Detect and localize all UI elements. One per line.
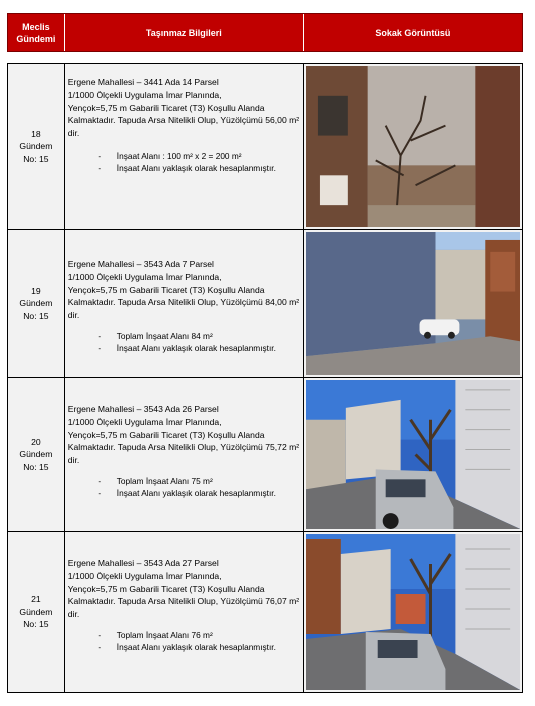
street-photo [306,380,520,529]
table-header [7,13,523,52]
list-item [68,629,300,641]
street-photo-cell [304,532,522,692]
table-row [8,378,522,532]
property-description: Ergene Mahallesi – 3543 Ada 7 Parsel 1/1000 Ölçekli Uygulama İmar Planında, Yençok=5,75 m Gabarili Ticaret (T3) Koşullu Alanda Kalmaktadır. Tapuda Arsa Nitelikli Olup, Yüzölçümü 84,00 m² dir. [67,259,300,321]
bullet-dash: - [98,641,102,652]
table-row [8,64,522,230]
bullet-text: İnşaat Alanı yaklaşık olarak hesaplanmıştır. [116,342,276,353]
agenda-no: No: 15 [23,153,49,164]
bullet-text: İnşaat Alanı yaklaşık olarak hesaplanmıştır. [116,641,276,652]
property-info-cell [65,230,304,377]
property-description: Ergene Mahallesi – 3441 Ada 14 Parsel 1/1000 Ölçekli Uygulama İmar Planında, Yençok=5,75 m Gabarili Ticaret (T3) Koşullu Alanda Kalmaktadır. Tapuda Arsa Nitelikli Olup, Yüzölçümü 56,00 m² dir. [67,77,300,139]
agenda-cell [8,230,65,377]
bullet-text: İnşaat Alanı yaklaşık olarak hesaplanmıştır. [116,162,276,173]
street-photo [306,232,520,375]
agenda-number: 19 [31,285,41,296]
table-row [8,230,522,378]
list-item [68,641,300,653]
bullet-list [68,629,300,653]
bullet-dash: - [98,162,102,173]
bullet-dash: - [98,150,102,161]
agenda-label: Gündem [19,298,53,309]
street-photo [306,534,520,690]
bullet-text: Toplam İnşaat Alanı 84 m² [116,330,213,341]
property-table [7,63,523,693]
agenda-label: Gündem [19,141,53,152]
table-row [8,532,522,692]
agenda-number: 21 [31,594,41,605]
street-photo-cell [304,64,522,229]
property-info-cell [65,64,304,229]
street-photo-cell [304,230,522,377]
bullet-dash: - [98,629,102,640]
list-item [68,150,300,162]
agenda-cell [8,532,65,692]
bullet-text: İnşaat Alanı : 100 m² x 2 = 200 m² [116,150,242,161]
bullet-text: İnşaat Alanı yaklaşık olarak hesaplanmıştır. [116,487,276,498]
header-meclis-gundemi: Meclis Gündemi [8,14,65,51]
agenda-no: No: 15 [23,461,49,472]
agenda-label: Gündem [19,449,53,460]
property-info-cell [65,532,304,692]
agenda-label: Gündem [19,606,53,617]
bullet-list [68,330,300,354]
header-sokak-goruntusu: Sokak Görüntüsü [375,27,451,38]
list-item [68,475,300,487]
agenda-number: 20 [31,436,41,447]
list-item [68,162,300,174]
street-photo-cell [304,378,522,531]
bullet-dash: - [98,330,102,341]
bullet-text: Toplam İnşaat Alanı 76 m² [116,629,213,640]
agenda-cell [8,378,65,531]
agenda-cell [8,64,65,229]
bullet-dash: - [98,342,102,353]
property-description: Ergene Mahallesi – 3543 Ada 26 Parsel 1/1000 Ölçekli Uygulama İmar Planında, Yençok=5,75 m Gabarili Ticaret (T3) Koşullu Alanda Kalmaktadır. Tapuda Arsa Nitelikli Olup, Yüzölçümü 75,72 m² dir. [67,404,300,466]
agenda-number: 18 [31,128,41,139]
bullet-list [68,150,300,174]
agenda-no: No: 15 [23,619,49,630]
property-description: Ergene Mahallesi – 3543 Ada 27 Parsel 1/1000 Ölçekli Uygulama İmar Planında, Yençok=5,75 m Gabarili Ticaret (T3) Koşullu Alanda Kalmaktadır. Tapuda Arsa Nitelikli Olup, Yüzölçümü 76,07 m² dir. [67,558,300,620]
bullet-dash: - [98,487,102,498]
bullet-list [68,475,300,499]
header-tasinmaz-bilgileri: Taşınmaz Bilgileri [65,14,304,51]
list-item [68,342,300,354]
property-info-cell [65,378,304,531]
bullet-text: Toplam İnşaat Alanı 75 m² [116,475,213,486]
street-photo [306,66,520,227]
bullet-dash: - [98,475,102,486]
agenda-no: No: 15 [23,310,49,321]
list-item [68,487,300,499]
list-item [68,330,300,342]
